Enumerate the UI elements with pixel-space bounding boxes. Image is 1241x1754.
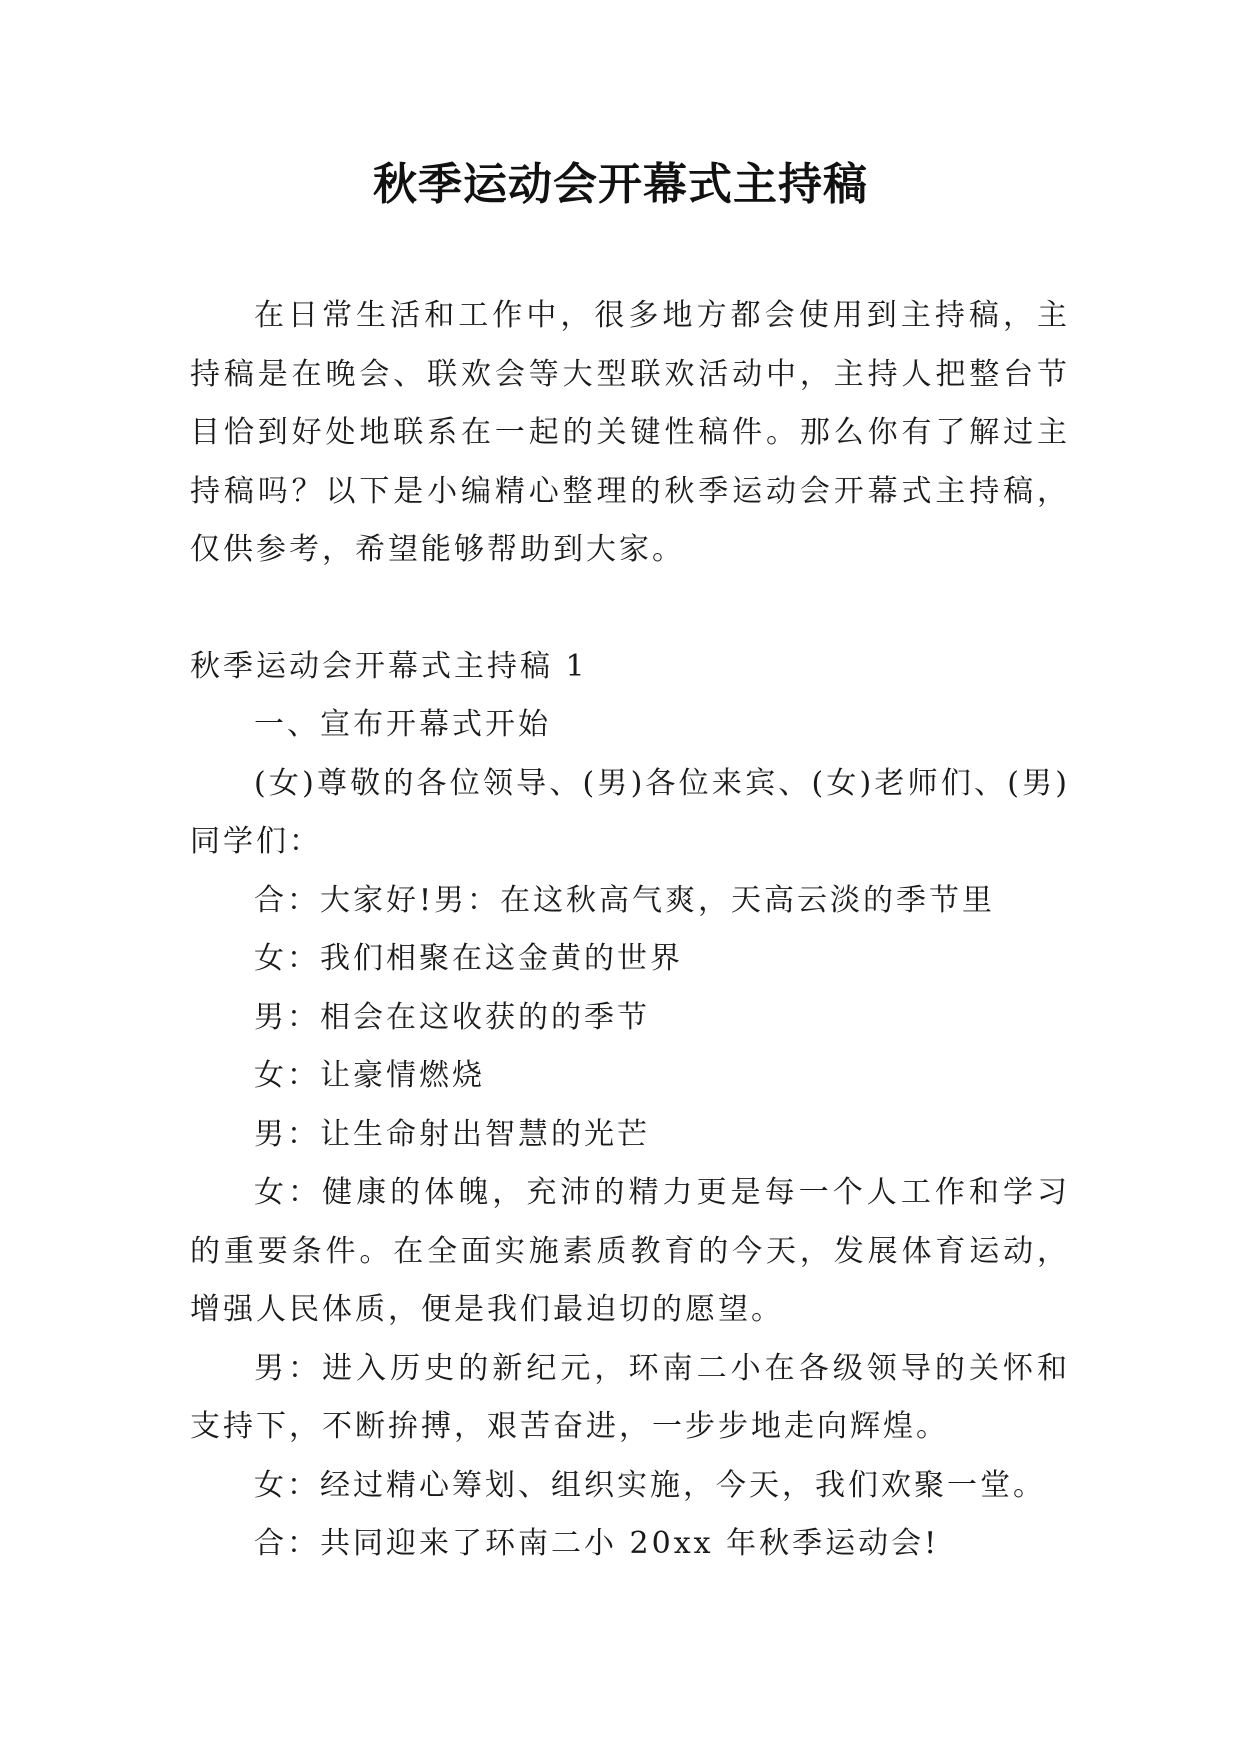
intro-paragraph: 在日常生活和工作中，很多地方都会使用到主持稿，主持稿是在晚会、联欢会等大型联欢活动中，主持人把整台节目恰到好处地联系在一起的关键性稿件。那么你有了解过主持稿吗？以下是小编精心整理的秋季运动会开幕式主持稿，仅供参考，希望能够帮助到大家。	[190, 298, 1070, 567]
body-paragraph-11: 合：共同迎来了环南二小 20xx 年秋季运动会!	[254, 1526, 940, 1561]
body-paragraph-3: 合：大家好!男：在这秋高气爽，天高云淡的季节里	[254, 882, 996, 918]
body-paragraph-6: 女：让豪情燃烧	[254, 1058, 485, 1093]
paragraph-spacer	[190, 580, 1070, 638]
body-paragraph-1: 一、宣布开幕式开始	[254, 707, 551, 742]
body-paragraph-2: (女)尊敬的各位领导、(男)各位来宾、(女)老师们、(男)同学们：	[190, 765, 1070, 859]
body-paragraph-8: 女：健康的体魄，充沛的精力更是每一个人工作和学习的重要条件。在全面实施素质教育的今天，发展体育运动，增强人民体质，便是我们最迫切的愿望。	[190, 1175, 1070, 1327]
body-paragraph-4: 女：我们相聚在这金黄的世界	[254, 941, 683, 976]
body-paragraph-7: 男：让生命射出智慧的光芒	[254, 1116, 650, 1152]
body-paragraph-9: 男：进入历史的新纪元，环南二小在各级领导的关怀和支持下，不断拚搏，艰苦奋进，一步步地走向辉煌。	[190, 1350, 1070, 1444]
body-paragraph-10: 女：经过精心筹划、组织实施，今天，我们欢聚一堂。	[254, 1467, 1046, 1503]
body-paragraph-5: 男：相会在这收获的的季节	[254, 999, 650, 1035]
document-body	[190, 287, 1070, 1574]
section-heading: 秋季运动会开幕式主持稿 1	[190, 648, 588, 684]
document-title: 秋季运动会开幕式主持稿	[373, 159, 868, 210]
